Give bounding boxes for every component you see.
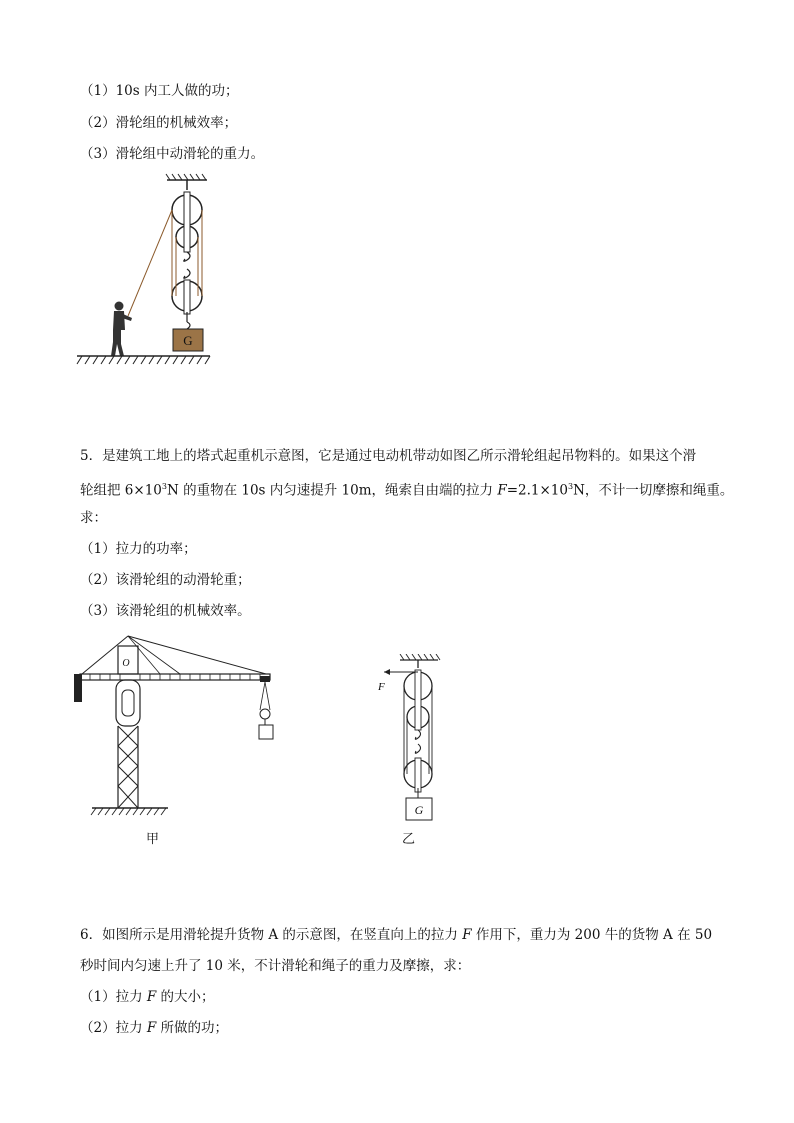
q5-text-2c: =2.1×10 xyxy=(506,482,568,499)
q5-text-line-1: 5．是建筑工地上的塔式起重机示意图，它是通过电动机带动如图乙所示滑轮组起吊物料的。如果这个滑 xyxy=(80,448,697,464)
q5-item-3: （3）该滑轮组的机械效率。 xyxy=(80,603,251,619)
q5-var-f: F xyxy=(497,482,507,499)
q4-item-2: （2）滑轮组的机械效率； xyxy=(80,115,238,131)
worker-icon xyxy=(111,302,132,357)
crane-figure xyxy=(70,632,290,822)
q6-var-f: F xyxy=(462,927,472,943)
q6-item-1a: （1）拉力 xyxy=(80,989,147,1005)
q4-block-label: G xyxy=(183,333,193,348)
q5-text-line-2 xyxy=(80,478,733,500)
crane-o-label: O xyxy=(122,658,130,669)
q4-item-3: （3）滑轮组中动滑轮的重力。 xyxy=(80,146,265,162)
q6-item-1-var: F xyxy=(146,989,157,1005)
q6-text-line-1 xyxy=(80,926,712,944)
q6-text-1b: 作用下，重力为 200 牛的货物 A 在 50 xyxy=(471,927,713,943)
q6-text-line-2: 秒时间内匀速上升了 10 米，不计滑轮和绳子的重力及摩擦，求： xyxy=(80,958,471,974)
q6-text-1a: 6．如图所示是用滑轮提升货物 A 的示意图，在竖直向上的拉力 xyxy=(80,927,463,943)
q5-item-1: （1）拉力的功率； xyxy=(80,541,197,557)
fig-jia-caption: 甲 xyxy=(146,832,160,847)
q5-sup-1: 3 xyxy=(161,482,167,491)
q5-item-2: （2）该滑轮组的动滑轮重； xyxy=(80,572,251,588)
q6-item-2-var: F xyxy=(146,1020,157,1036)
fig-yi-caption: 乙 xyxy=(402,832,416,847)
q5-text-2b: N 的重物在 10s 内匀速提升 10m，绳索自由端的拉力 xyxy=(166,482,498,499)
q4-item-1: （1）10s 内工人做的功； xyxy=(80,83,239,99)
q6-item-2a: （2）拉力 xyxy=(80,1020,147,1036)
yi-block-label: G xyxy=(414,803,424,817)
q6-item-1 xyxy=(80,988,215,1006)
q4-pulley-figure xyxy=(70,172,220,372)
pulley-figure-yi xyxy=(370,654,450,824)
q5-text-line-3: 求： xyxy=(80,510,107,526)
yi-force-label: F xyxy=(378,681,385,693)
q5-text-2d: N，不计一切摩擦和绳重。 xyxy=(573,482,734,499)
q6-item-1b: 的大小； xyxy=(156,989,215,1005)
q6-item-2 xyxy=(80,1019,228,1037)
q5-sup-2: 3 xyxy=(567,482,574,491)
q6-item-2b: 所做的功； xyxy=(156,1020,229,1036)
q5-text-2a: 轮组把 6×10 xyxy=(80,482,162,499)
